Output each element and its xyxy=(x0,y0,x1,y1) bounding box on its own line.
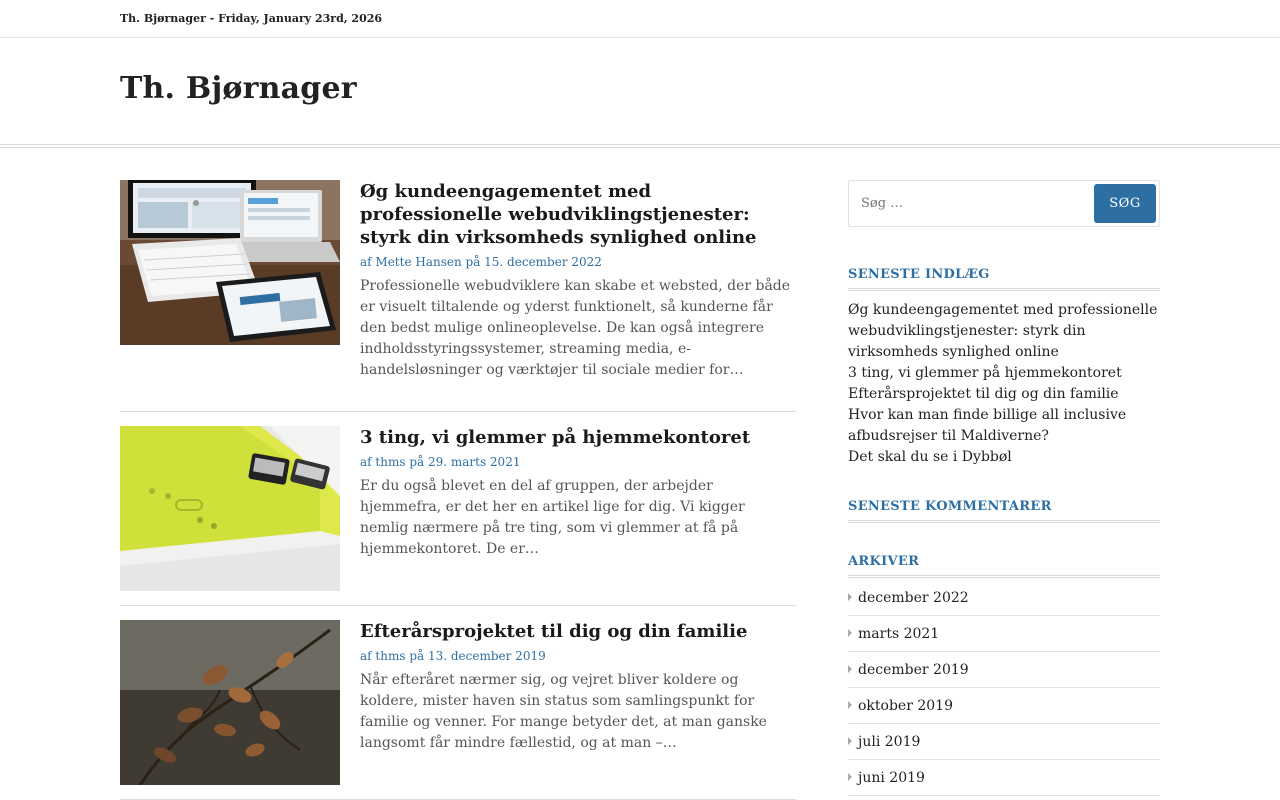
post-thumbnail-autumn-leaves[interactable] xyxy=(120,620,340,785)
post-content xyxy=(360,180,796,381)
archive-label: december 2019 xyxy=(858,662,969,678)
recent-posts-list xyxy=(848,300,1160,468)
recent-post-link[interactable]: 3 ting, vi glemmer på hjemmekontoret xyxy=(848,365,1122,381)
archive-link[interactable] xyxy=(848,580,1160,616)
post-excerpt xyxy=(360,670,796,754)
post-title[interactable]: 3 ting, vi glemmer på hjemmekontoret xyxy=(360,427,751,448)
read-more-link[interactable]: … xyxy=(729,362,744,378)
post-title[interactable]: Øg kundeengagementet med professionelle webudviklingstjenester: styrk din virksomheds synlighed online xyxy=(360,181,757,248)
recent-post-link[interactable]: Efterårsprojektet til dig og din familie xyxy=(848,386,1119,402)
chevron-right-icon xyxy=(848,773,852,781)
chevron-right-icon xyxy=(848,737,852,745)
top-bar xyxy=(0,0,1280,38)
archive-label: marts 2021 xyxy=(858,626,940,642)
search-input[interactable] xyxy=(850,182,1090,225)
archive-label: december 2022 xyxy=(858,590,969,606)
archive-link[interactable] xyxy=(848,688,1160,724)
archive-link[interactable] xyxy=(848,616,1160,652)
post-meta[interactable]: af thms på 13. december 2019 xyxy=(360,649,546,663)
search-button[interactable]: SØG xyxy=(1094,184,1156,223)
post-divider xyxy=(120,411,796,412)
recent-post-link[interactable]: Øg kundeengagementet med professionelle webudviklingstjenester: styrk din virksomheds synlighed online xyxy=(848,302,1158,360)
post-divider xyxy=(120,605,796,606)
post-thumbnail-printer[interactable] xyxy=(120,426,340,591)
post-content xyxy=(360,426,796,560)
site-title[interactable]: Th. Bjørnager xyxy=(120,71,357,106)
chevron-right-icon xyxy=(848,593,852,601)
post-meta[interactable]: af Mette Hansen på 15. december 2022 xyxy=(360,255,602,269)
archives-list xyxy=(848,580,1160,796)
site-header xyxy=(0,38,1280,148)
recent-posts-title: SENESTE INDLÆG xyxy=(848,267,1160,291)
chevron-right-icon xyxy=(848,701,852,709)
archive-label: juli 2019 xyxy=(858,734,921,750)
archives-title: ARKIVER xyxy=(848,554,1160,578)
archive-label: juni 2019 xyxy=(858,770,925,786)
recent-post-link[interactable]: Hvor kan man finde billige all inclusive afbudsrejser til Maldiverne? xyxy=(848,407,1127,444)
post-thumbnail-workspace[interactable] xyxy=(120,180,340,345)
post-excerpt-text: Professionelle webudviklere kan skabe et websted, der både er visuelt tiltalende og yderst funktionelt, så kunderne får den bedst mulige onlineoplevelse. De kan også integrere indholdsstyringssystemer, streaming media, e-handelsløsninger og værktøjer til sociale medier for xyxy=(360,278,791,378)
chevron-right-icon xyxy=(848,629,852,637)
post-excerpt xyxy=(360,476,796,560)
archive-link[interactable] xyxy=(848,760,1160,796)
archive-label: oktober 2019 xyxy=(858,698,953,714)
post-content xyxy=(360,620,796,754)
post-excerpt-text: Når efteråret nærmer sig, og vejret bliver koldere og koldere, mister haven sin status som samlingspunkt for familie og venner. For mange betyder det, at man ganske langsomt får mindre fællestid, og at man – xyxy=(360,672,767,751)
recent-post-link[interactable]: Det skal du se i Dybbøl xyxy=(848,449,1012,465)
read-more-link[interactable]: … xyxy=(662,735,677,751)
post-excerpt xyxy=(360,276,796,381)
recent-comments-title: SENESTE KOMMENTARER xyxy=(848,499,1160,523)
post-excerpt-text: Er du også blevet en del af gruppen, der arbejder hjemmefra, er det her en artikel lige for dig. Vi kigger nemlig nærmere på tre ting, som vi glemmer at få på hjemmekontoret. De er xyxy=(360,478,745,557)
post-meta[interactable]: af thms på 29. marts 2021 xyxy=(360,455,521,469)
post-title[interactable]: Efterårsprojektet til dig og din familie xyxy=(360,621,748,642)
archive-link[interactable] xyxy=(848,724,1160,760)
top-bar-text: Th. Bjørnager - Friday, January 23rd, 2026 xyxy=(120,12,383,25)
search-form xyxy=(848,180,1160,227)
read-more-link[interactable]: … xyxy=(524,541,539,557)
archive-link[interactable] xyxy=(848,652,1160,688)
chevron-right-icon xyxy=(848,665,852,673)
